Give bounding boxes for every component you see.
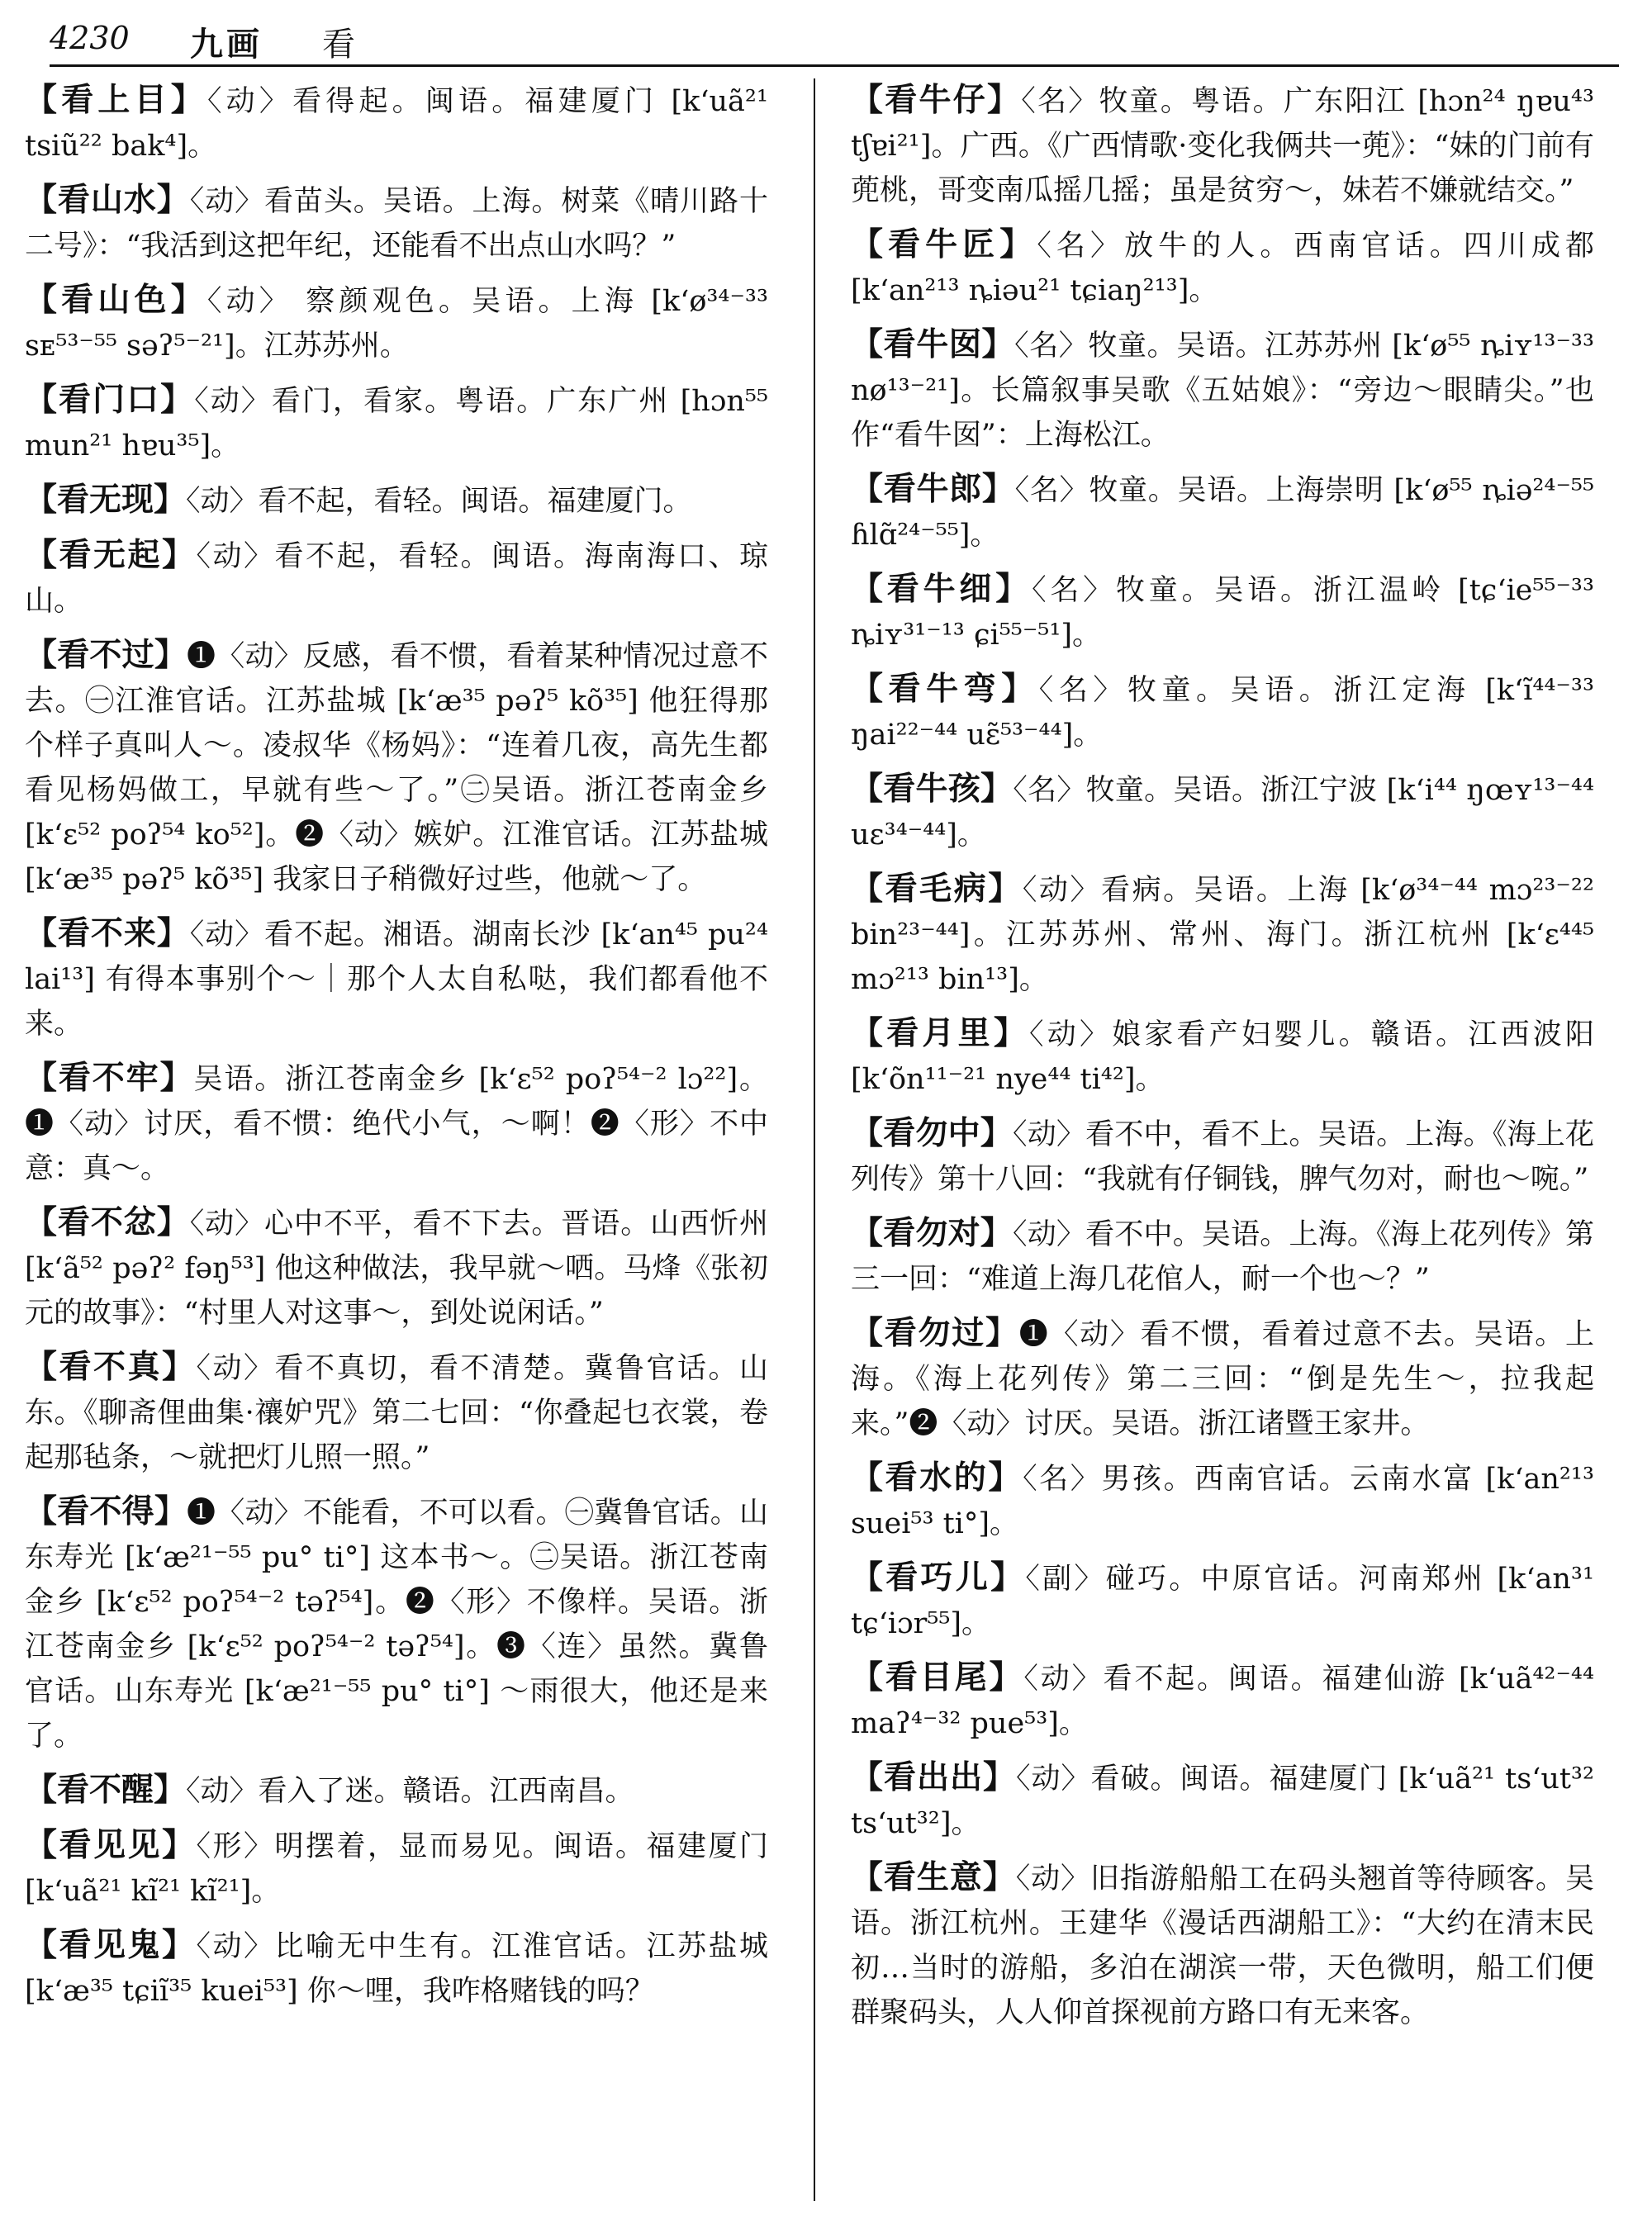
dictionary-entry xyxy=(25,633,768,902)
section-title: 九画 xyxy=(190,25,263,64)
entry-headword: 【看不得】 xyxy=(25,1493,188,1530)
dictionary-entry xyxy=(25,912,768,1046)
entry-definition: 〈动〉 察颜观色。吴语。上海 [k‘ø³⁴⁻³³ sᴇ⁵³⁻⁵⁵ səʔ⁵⁻²¹]。江苏苏州。 xyxy=(25,285,768,363)
entry-definition: 〈动〉娘家看产妇婴儿。赣语。江西波阳 [k‘õn¹¹⁻²¹ nye⁴⁴ ti⁴²]。 xyxy=(851,1018,1594,1096)
dictionary-entry xyxy=(25,78,768,168)
dictionary-entry xyxy=(851,1456,1594,1546)
page-number: 4230 xyxy=(50,20,130,56)
entry-headword: 【看水的】 xyxy=(851,1459,1023,1497)
entry-headword: 【看牛细】 xyxy=(851,571,1032,608)
dictionary-entry xyxy=(25,1924,768,2014)
entry-definition: 〈名〉放牛的人。西南官话。四川成都 [k‘an²¹³ ȵiəu²¹ tɕiaŋ²¹³]。 xyxy=(851,230,1594,307)
dictionary-entry xyxy=(851,1856,1594,2035)
entry-headword: 【看门口】 xyxy=(25,382,195,419)
dictionary-entry xyxy=(851,323,1594,458)
entry-definition: 〈动〉旧指游船船工在码头翘首等待顾客。吴语。浙江杭州。王建华《漫话西湖船工》：“大约在清末民初…当时的游船，多泊在湖滨一带，天色微明，船工们便群聚码头，人人仰首探视前方路口有无来客。 xyxy=(851,1862,1594,2029)
entry-headword: 【看牛囡】 xyxy=(851,326,1015,363)
dictionary-entry xyxy=(25,478,768,524)
dictionary-entry xyxy=(851,223,1594,313)
entry-headword: 【看巧儿】 xyxy=(851,1559,1026,1597)
dictionary-entry xyxy=(851,1012,1594,1102)
entry-headword: 【看毛病】 xyxy=(851,871,1023,908)
entry-definition: 〈动〉看不中。吴语。上海。《海上花列传》第三一回：“难道上海几花倌人，耐一个也～？” xyxy=(851,1218,1594,1296)
entry-definition: 〈名〉牧童。吴语。浙江宁波 [k‘i⁴⁴ ŋœʏ¹³⁻⁴⁴ uɛ³⁴⁻⁴⁴]。 xyxy=(851,774,1594,852)
entry-definition: 〈名〉牧童。吴语。浙江温岭 [tɕ‘ie⁵⁵⁻³³ ȵiʏ³¹⁻¹³ ɕi⁵⁵⁻⁵¹]。 xyxy=(851,574,1594,652)
dictionary-entry xyxy=(851,567,1594,657)
entry-definition: 〈名〉牧童。吴语。浙江定海 [k‘ĩ⁴⁴⁻³³ ŋai²²⁻⁴⁴ uɛ̃⁵³⁻⁴⁴]。 xyxy=(851,674,1594,752)
entry-headword: 【看见鬼】 xyxy=(25,1927,197,1964)
entry-headword: 【看牛孩】 xyxy=(851,771,1014,808)
right-column xyxy=(851,78,1594,2045)
entry-definition: ❶〈动〉看不惯，看着过意不去。吴语。上海。《海上花列传》第二三回：“倒是先生～，拉我起来。”❷〈动〉讨厌。吴语。浙江诸暨王家井。 xyxy=(851,1318,1594,1440)
dictionary-entry xyxy=(851,78,1594,213)
entry-definition: 〈名〉男孩。西南官话。云南水富 [k‘an²¹³ suei⁵³ ti°]。 xyxy=(851,1463,1594,1540)
page-header xyxy=(50,15,1619,67)
entry-headword: 【看山水】 xyxy=(25,182,190,219)
entry-definition: 〈动〉看入了迷。赣语。江西南昌。 xyxy=(186,1775,634,1808)
entry-headword: 【看牛匠】 xyxy=(851,226,1037,263)
dictionary-entry xyxy=(25,278,768,368)
entry-headword: 【看生意】 xyxy=(851,1859,1016,1896)
entry-definition: 〈动〉看苗头。吴语。上海。树菜《晴川路十二号》：“我活到这把年纪，还能看不出点山水吗？” xyxy=(25,185,768,263)
entry-headword: 【看见见】 xyxy=(25,1827,197,1864)
entry-definition: 〈名〉牧童。吴语。上海崇明 [k‘ø⁵⁵ ȵiə²⁴⁻⁵⁵ ɦlɑ̃²⁴⁻⁵⁵]。 xyxy=(851,474,1594,552)
entry-definition: 〈名〉牧童。吴语。江苏苏州 [k‘ø⁵⁵ ȵiʏ¹³⁻³³ nø¹³⁻²¹]。长篇叙事吴歌《五姑娘》：“旁边～眼睛尖。”也作“看牛囡”：上海松江。 xyxy=(851,330,1594,452)
dictionary-entry xyxy=(851,1656,1594,1746)
entry-definition: 〈动〉比喻无中生有。江淮官话。江苏盐城 [k‘æ³⁵ tɕiĩ³⁵ kuei⁵³] 你～哩，我咋格赌钱的吗？ xyxy=(25,1930,768,2008)
dictionary-entry xyxy=(851,867,1594,1002)
entry-headword: 【看月里】 xyxy=(851,1015,1030,1052)
entry-headword: 【看不醒】 xyxy=(25,1772,187,1809)
entry-definition: ❶〈动〉不能看，不可以看。㊀冀鲁官话。山东寿光 [k‘æ²¹⁻⁵⁵ pu° ti°] 这本书～。㊁吴语。浙江苍南金乡 [k‘ɛ⁵² poʔ⁵⁴⁻² təʔ⁵⁴]。❷〈形〉不像样。吴语。浙江苍南金乡 [k‘ɛ⁵² poʔ⁵⁴⁻² təʔ⁵⁴]。❸〈连〉虽然。冀鲁官话。山东寿光 [k‘æ²¹⁻⁵⁵ pu° ti°] ～雨很大，他还是来了。 xyxy=(25,1497,768,1753)
entry-headword: 【看勿过】 xyxy=(851,1315,1019,1352)
entry-headword: 【看无起】 xyxy=(25,537,197,574)
entry-definition: 〈动〉心中不平，看不下去。晋语。山西忻州 [k‘ã⁵² pəʔ² fəŋ⁵³] 他这种做法，我早就～哂。马烽《张初元的故事》：“村里人对这事～，到处说闲话。” xyxy=(25,1208,768,1330)
dictionary-entry xyxy=(25,1056,768,1191)
entry-headword: 【看不过】 xyxy=(25,637,188,674)
entry-definition: 〈动〉看不中，看不上。吴语。上海。《海上花列传》第十八回：“我就有仔铜钱，脾气勿对，耐也～啘。” xyxy=(851,1118,1594,1196)
entry-definition: 〈动〉看门，看家。粤语。广东广州 [hɔn⁵⁵ mun²¹ hɐu³⁵]。 xyxy=(25,385,768,463)
dictionary-entry xyxy=(25,1824,768,1914)
dictionary-entry xyxy=(25,1345,768,1480)
entry-headword: 【看不来】 xyxy=(25,915,190,952)
dictionary-entry xyxy=(25,534,768,624)
entry-definition: 〈动〉看不起，看轻。闽语。福建厦门。 xyxy=(186,485,692,518)
dictionary-entry xyxy=(851,467,1594,558)
dictionary-entry xyxy=(851,1312,1594,1446)
dictionary-entry xyxy=(851,767,1594,857)
entry-headword: 【看牛郎】 xyxy=(851,471,1015,508)
entry-headword: 【看不忿】 xyxy=(25,1204,190,1241)
entry-headword: 【看牛仔】 xyxy=(851,82,1022,119)
entry-headword: 【看出出】 xyxy=(851,1759,1016,1796)
dictionary-entry xyxy=(851,1212,1594,1302)
entry-headword: 【看牛弯】 xyxy=(851,671,1039,708)
entry-definition: 〈名〉牧童。粤语。广东阳江 [hɔn²⁴ ŋɐu⁴³ tʃɐi²¹]。广西。《广西情歌·变化我俩共一蔸》：“妹的门前有蔸桃，哥变南瓜摇几摇；虽是贫穷～，妹若不嫌就结交。” xyxy=(851,85,1594,207)
entry-definition: 〈形〉明摆着，显而易见。闽语。福建厦门 [k‘uã²¹ kĩ²¹ kĩ²¹]。 xyxy=(25,1830,768,1908)
entry-definition: ❶〈动〉反感，看不惯，看着某种情况过意不去。㊀江淮官话。江苏盐城 [k‘æ³⁵ pəʔ⁵ kõ³⁵] 他狂得那个样子真叫人～。凌叔华《杨妈》：“连着几夜，高先生都看见杨妈做工，早就有些～了。”㊁吴语。浙江苍南金乡 [k‘ɛ⁵² poʔ⁵⁴ ko⁵²]。❷〈动〉嫉妒。江淮官话。江苏盐城 [k‘æ³⁵ pəʔ⁵ kõ³⁵] 我家日子稍微好过些，他就～了。 xyxy=(25,640,768,896)
entry-headword: 【看无现】 xyxy=(25,482,187,519)
dictionary-entry xyxy=(25,1768,768,1814)
entry-definition: 〈动〉看得起。闽语。福建厦门 [k‘uã²¹ tsiũ²² bak⁴]。 xyxy=(25,85,768,163)
entry-definition: 吴语。浙江苍南金乡 [k‘ɛ⁵² poʔ⁵⁴⁻² lɔ²²]。❶〈动〉讨厌，看不惯：绝代小气，～啊！❷〈形〉不中意：真～。 xyxy=(25,1063,768,1185)
entry-definition: 〈动〉看破。闽语。福建厦门 [k‘uã²¹ ts‘ut³² ts‘ut³²]。 xyxy=(851,1763,1594,1840)
entry-headword: 【看山色】 xyxy=(25,282,207,319)
entry-headword: 【看上目】 xyxy=(25,82,207,119)
entry-definition: 〈副〉碰巧。中原官话。河南郑州 [k‘an³¹ tɕ‘iɔr⁵⁵]。 xyxy=(851,1563,1594,1640)
dictionary-entry xyxy=(851,1112,1594,1202)
entry-headword: 【看勿对】 xyxy=(851,1215,1013,1252)
entry-definition: 〈动〉看不起，看轻。闽语。海南海口、琼山。 xyxy=(25,540,768,618)
entry-definition: 〈动〉看不真切，看不清楚。冀鲁官话。山东。《聊斋俚曲集·禳妒咒》第二七回：“你叠起乜衣裳，卷起那毡条，～就把灯儿照一照。” xyxy=(25,1352,768,1474)
entry-headword: 【看目尾】 xyxy=(851,1659,1024,1696)
left-column xyxy=(25,78,768,2024)
entry-headword: 【看不牢】 xyxy=(25,1060,194,1097)
entry-headword: 【看勿中】 xyxy=(851,1115,1013,1152)
dictionary-entry xyxy=(25,178,768,268)
entry-headword: 【看不真】 xyxy=(25,1349,197,1386)
column-divider xyxy=(814,78,815,2201)
entry-definition: 〈动〉看不起。湘语。湖南长沙 [k‘an⁴⁵ pu²⁴ lai¹³] 有得本事别个～｜那个人太自私哒，我们都看他不来。 xyxy=(25,918,768,1041)
dictionary-entry xyxy=(851,667,1594,757)
header-character: 看 xyxy=(322,26,358,64)
dictionary-entry xyxy=(25,1490,768,1758)
dictionary-entry xyxy=(851,1556,1594,1646)
entry-definition: 〈动〉看不起。闽语。福建仙游 [k‘uã⁴²⁻⁴⁴ maʔ⁴⁻³² pue⁵³]。 xyxy=(851,1663,1594,1740)
dictionary-entry xyxy=(25,378,768,468)
entry-definition: 〈动〉看病。吴语。上海 [k‘ø³⁴⁻⁴⁴ mɔ²³⁻²² bin²³⁻⁴⁴]。江苏苏州、常州、海门。浙江杭州 [k‘ɛ⁴⁴⁵ mɔ²¹³ bin¹³]。 xyxy=(851,874,1594,996)
dictionary-entry xyxy=(851,1756,1594,1846)
dictionary-entry xyxy=(25,1201,768,1336)
